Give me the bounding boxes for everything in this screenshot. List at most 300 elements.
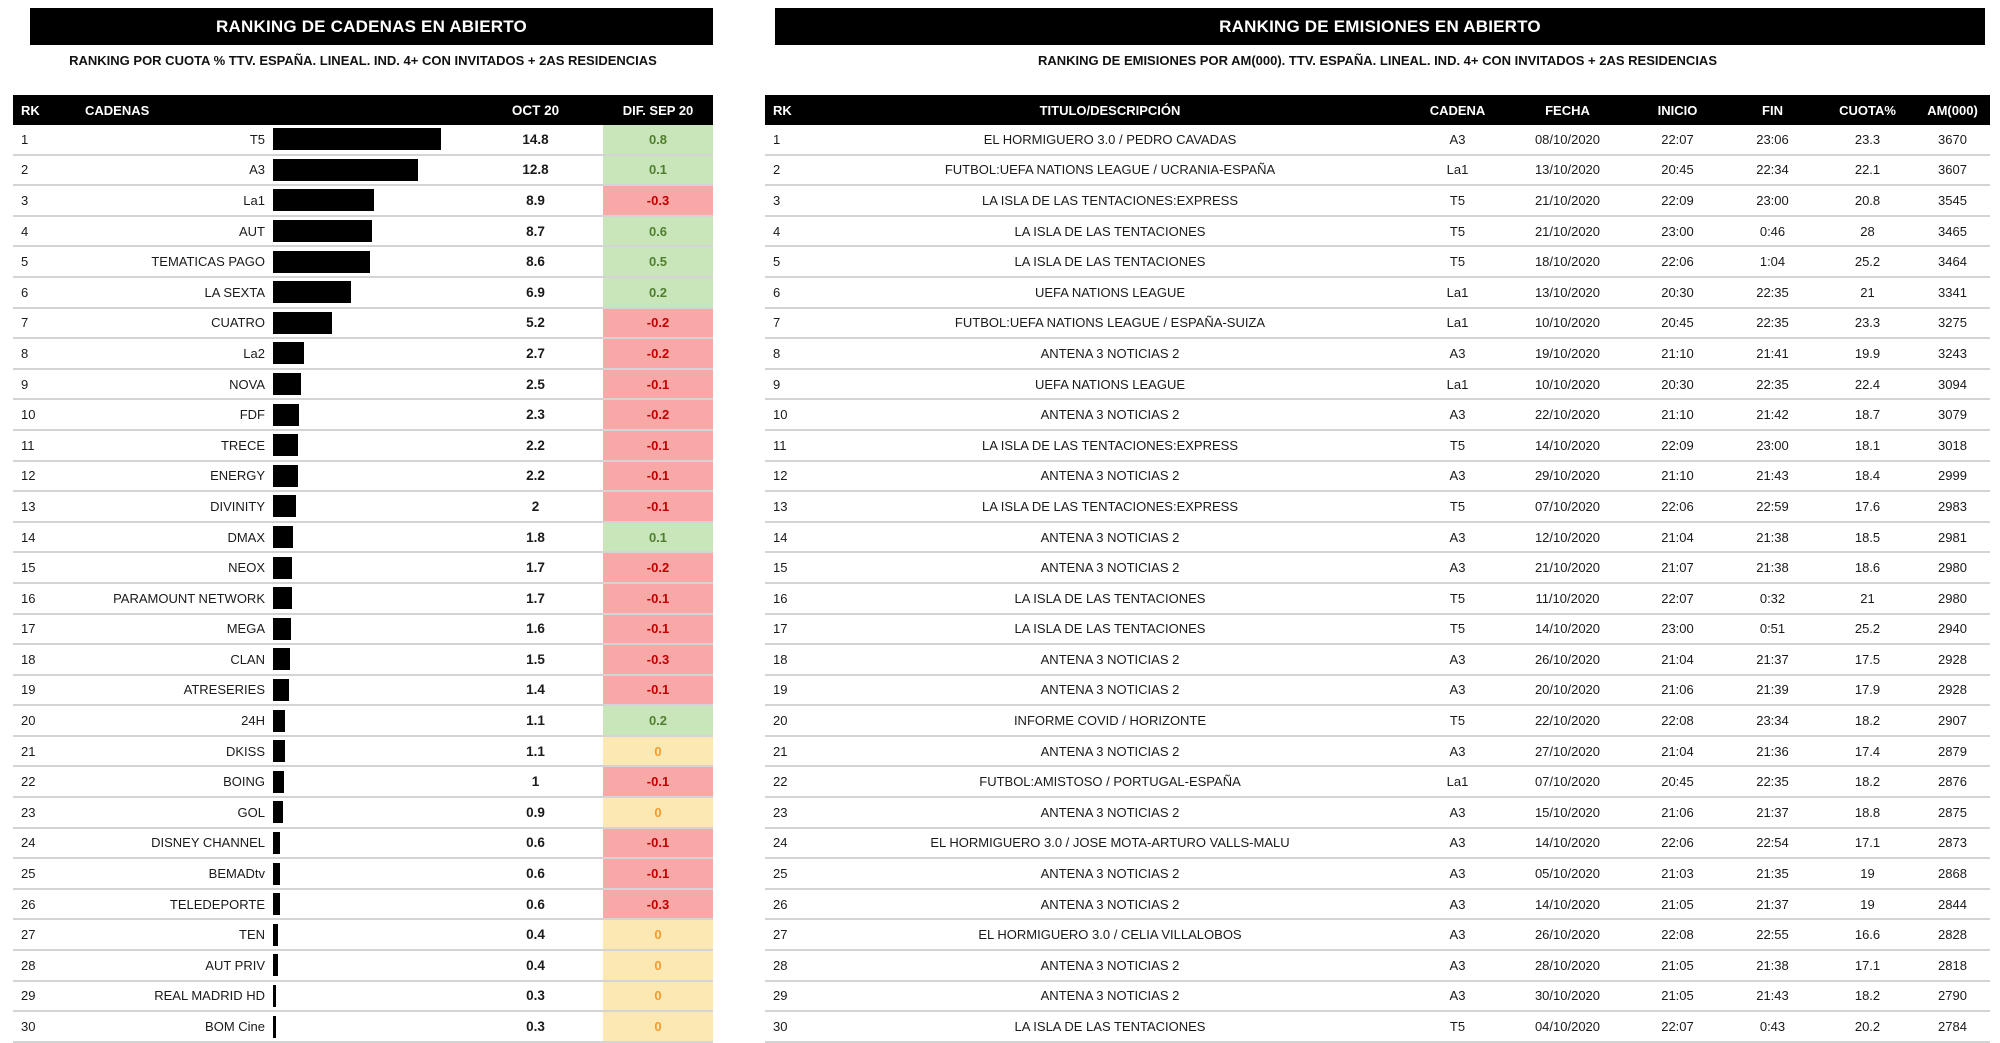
share-bar xyxy=(273,954,468,976)
rank-cell: 25 xyxy=(21,866,36,882)
table-row xyxy=(13,398,713,429)
date-cell: 28/10/2020 xyxy=(1534,957,1601,973)
channel-name-cell: NEOX xyxy=(228,560,265,576)
share-cell: 17.1 xyxy=(1854,957,1881,973)
audience-cell: 3670 xyxy=(1938,131,1967,147)
cadenas-panel-subtitle: RANKING POR CUOTA % TTV. ESPAÑA. LINEAL. IND. 4+ CON INVITADOS + 2AS RESIDENCIAS xyxy=(69,53,657,68)
share-bar xyxy=(273,710,468,732)
audience-cell: 2980 xyxy=(1938,590,1967,606)
channel-name-cell: BOM Cine xyxy=(205,1019,265,1035)
diff-cell: -0.1 xyxy=(603,767,713,796)
share-bar xyxy=(273,801,468,823)
share-cell: 22.1 xyxy=(1854,162,1881,178)
rank-cell: 15 xyxy=(773,560,788,576)
channel-cell: A3 xyxy=(1449,957,1466,973)
channel-cell: La1 xyxy=(1446,162,1469,178)
diff-cell: -0.3 xyxy=(603,890,713,919)
share-cell: 21 xyxy=(1860,590,1875,606)
channel-cell: T5 xyxy=(1449,254,1466,270)
share-bar-fill xyxy=(273,404,299,426)
rank-cell: 9 xyxy=(21,376,29,392)
end-cell: 22:34 xyxy=(1756,162,1789,178)
share-bar xyxy=(273,648,468,670)
rank-cell: 14 xyxy=(773,529,788,545)
audience-cell: 3079 xyxy=(1938,407,1967,423)
rank-cell: 8 xyxy=(773,345,781,361)
audience-cell: 2928 xyxy=(1938,651,1967,667)
title-cell: ANTENA 3 NOTICIAS 2 xyxy=(1040,651,1180,667)
table-row xyxy=(13,643,713,674)
share-bar xyxy=(273,251,468,273)
share-value-cell: 8.7 xyxy=(526,223,545,239)
end-cell: 21:39 xyxy=(1756,682,1789,698)
title-cell: ANTENA 3 NOTICIAS 2 xyxy=(1040,407,1180,423)
date-cell: 21/10/2020 xyxy=(1534,560,1601,576)
rank-cell: 12 xyxy=(21,468,36,484)
rank-cell: 6 xyxy=(773,284,781,300)
diff-cell: -0.1 xyxy=(603,615,713,644)
start-cell: 21:05 xyxy=(1661,988,1694,1004)
date-cell: 22/10/2020 xyxy=(1534,407,1601,423)
diff-cell: 0.1 xyxy=(603,156,713,185)
rank-cell: 23 xyxy=(21,804,36,820)
rank-cell: 19 xyxy=(21,682,36,698)
share-bar-fill xyxy=(273,771,284,793)
rank-cell: 3 xyxy=(21,192,29,208)
share-bar-fill xyxy=(273,863,280,885)
share-bar-fill xyxy=(273,740,285,762)
share-value-cell: 0.6 xyxy=(526,896,545,912)
end-cell: 23:06 xyxy=(1756,131,1789,147)
share-bar-fill xyxy=(273,189,374,211)
share-bar xyxy=(273,281,468,303)
share-bar-fill xyxy=(273,648,290,670)
channel-name-cell: NOVA xyxy=(229,376,265,392)
share-bar xyxy=(273,342,468,364)
channel-cell: La1 xyxy=(1446,284,1469,300)
title-cell: EL HORMIGUERO 3.0 / PEDRO CAVADAS xyxy=(983,131,1237,147)
date-cell: 21/10/2020 xyxy=(1534,223,1601,239)
channel-cell: A3 xyxy=(1449,896,1466,912)
table-row xyxy=(765,125,1990,154)
start-cell: 21:04 xyxy=(1661,743,1694,759)
audience-cell: 2790 xyxy=(1938,988,1967,1004)
title-cell: ANTENA 3 NOTICIAS 2 xyxy=(1040,468,1180,484)
share-value-cell: 1.7 xyxy=(526,590,545,606)
share-cell: 25.2 xyxy=(1854,254,1881,270)
date-cell: 04/10/2020 xyxy=(1534,1019,1601,1035)
column-header-rk: RK xyxy=(773,102,792,118)
share-bar-fill xyxy=(273,312,332,334)
end-cell: 22:35 xyxy=(1756,376,1789,392)
share-value-cell: 1 xyxy=(531,774,540,790)
rank-cell: 15 xyxy=(21,560,36,576)
table-row xyxy=(13,368,713,399)
end-cell: 21:42 xyxy=(1756,407,1789,423)
date-cell: 05/10/2020 xyxy=(1534,866,1601,882)
diff-cell: 0.5 xyxy=(603,247,713,276)
share-bar-fill xyxy=(273,128,441,150)
title-cell: ANTENA 3 NOTICIAS 2 xyxy=(1040,866,1180,882)
table-row xyxy=(13,125,713,154)
rank-cell: 17 xyxy=(21,621,36,637)
diff-cell: -0.1 xyxy=(603,462,713,491)
share-bar-fill xyxy=(273,679,289,701)
title-cell: FUTBOL:UEFA NATIONS LEAGUE / UCRANIA-ESPAÑA xyxy=(944,162,1276,178)
table-row xyxy=(13,521,713,552)
table-row xyxy=(13,1010,713,1041)
share-bar xyxy=(273,587,468,609)
share-value-cell: 0.9 xyxy=(526,804,545,820)
rank-cell: 5 xyxy=(773,254,781,270)
title-cell: LA ISLA DE LAS TENTACIONES xyxy=(1014,223,1206,239)
audience-cell: 2940 xyxy=(1938,621,1967,637)
rank-cell: 24 xyxy=(21,835,36,851)
title-cell: UEFA NATIONS LEAGUE xyxy=(1034,284,1186,300)
end-cell: 0:43 xyxy=(1759,1019,1786,1035)
rank-cell: 6 xyxy=(21,284,29,300)
audience-cell: 3607 xyxy=(1938,162,1967,178)
start-cell: 21:04 xyxy=(1661,651,1694,667)
share-cell: 17.4 xyxy=(1854,743,1881,759)
channel-cell: A3 xyxy=(1449,560,1466,576)
title-cell: ANTENA 3 NOTICIAS 2 xyxy=(1040,345,1180,361)
start-cell: 23:00 xyxy=(1661,621,1694,637)
emisiones-panel-subtitle: RANKING DE EMISIONES POR AM(000). TTV. ESPAÑA. LINEAL. IND. 4+ CON INVITADOS + 2AS RESIDENCIAS xyxy=(1038,53,1717,68)
rank-cell: 13 xyxy=(773,498,788,514)
diff-cell: -0.2 xyxy=(603,339,713,368)
title-cell: LA ISLA DE LAS TENTACIONES:EXPRESS xyxy=(981,498,1238,514)
start-cell: 21:10 xyxy=(1661,468,1694,484)
share-value-cell: 2.2 xyxy=(526,468,545,484)
date-cell: 29/10/2020 xyxy=(1534,468,1601,484)
end-cell: 23:00 xyxy=(1756,192,1789,208)
end-cell: 23:00 xyxy=(1756,437,1789,453)
rank-cell: 30 xyxy=(773,1019,788,1035)
table-row xyxy=(765,307,1990,338)
share-bar-fill xyxy=(273,893,280,915)
date-cell: 20/10/2020 xyxy=(1534,682,1601,698)
title-cell: LA ISLA DE LAS TENTACIONES xyxy=(1014,621,1206,637)
date-cell: 08/10/2020 xyxy=(1534,131,1601,147)
rank-cell: 26 xyxy=(21,896,36,912)
title-cell: FUTBOL:AMISTOSO / PORTUGAL-ESPAÑA xyxy=(979,774,1241,790)
share-value-cell: 6.9 xyxy=(526,284,545,300)
rank-cell: 29 xyxy=(773,988,788,1004)
channel-cell: A3 xyxy=(1449,529,1466,545)
title-cell: ANTENA 3 NOTICIAS 2 xyxy=(1040,682,1180,698)
share-bar xyxy=(273,771,468,793)
table-row xyxy=(765,460,1990,491)
emisiones-ranking-panel xyxy=(765,8,1990,1043)
channel-name-cell: La2 xyxy=(243,345,265,361)
rank-cell: 14 xyxy=(21,529,36,545)
table-row xyxy=(765,276,1990,307)
rank-cell: 2 xyxy=(21,162,29,178)
date-cell: 22/10/2020 xyxy=(1534,713,1601,729)
share-bar xyxy=(273,863,468,885)
rank-cell: 16 xyxy=(773,590,788,606)
share-value-cell: 1.5 xyxy=(526,651,545,667)
start-cell: 22:08 xyxy=(1661,713,1694,729)
channel-name-cell: ENERGY xyxy=(210,468,265,484)
end-cell: 0:51 xyxy=(1759,621,1786,637)
rank-cell: 9 xyxy=(773,376,781,392)
share-value-cell: 0.4 xyxy=(526,927,545,943)
share-bar xyxy=(273,373,468,395)
title-cell: ANTENA 3 NOTICIAS 2 xyxy=(1040,560,1180,576)
diff-cell: -0.1 xyxy=(603,370,713,399)
start-cell: 20:30 xyxy=(1661,284,1694,300)
share-cell: 18.8 xyxy=(1854,804,1881,820)
share-value-cell: 1.1 xyxy=(526,713,545,729)
rank-cell: 11 xyxy=(773,437,787,453)
audience-cell: 2928 xyxy=(1938,682,1967,698)
channel-cell: A3 xyxy=(1449,988,1466,1004)
audience-cell: 2980 xyxy=(1938,560,1967,576)
title-cell: EL HORMIGUERO 3.0 / JOSE MOTA-ARTURO VALLS-MALU xyxy=(930,835,1290,851)
table-row xyxy=(13,551,713,582)
diff-cell: 0 xyxy=(603,951,713,980)
column-header-cadenas: CADENAS xyxy=(85,102,150,118)
start-cell: 22:08 xyxy=(1661,927,1694,943)
table-row xyxy=(13,704,713,735)
channel-name-cell: TRECE xyxy=(220,437,265,453)
share-cell: 20.2 xyxy=(1854,1019,1881,1035)
share-value-cell: 1.4 xyxy=(526,682,545,698)
diff-cell: -0.3 xyxy=(603,645,713,674)
end-cell: 22:35 xyxy=(1756,774,1789,790)
end-cell: 21:38 xyxy=(1756,560,1789,576)
share-cell: 18.6 xyxy=(1854,560,1881,576)
emisiones-panel-title: RANKING DE EMISIONES EN ABIERTO xyxy=(775,8,1985,45)
share-bar xyxy=(273,679,468,701)
audience-cell: 3275 xyxy=(1938,315,1967,331)
column-header-oct20: OCT 20 xyxy=(511,102,560,118)
date-cell: 15/10/2020 xyxy=(1534,804,1601,820)
rank-cell: 25 xyxy=(773,866,788,882)
share-bar-fill xyxy=(273,618,291,640)
share-cell: 16.6 xyxy=(1854,927,1881,943)
start-cell: 21:10 xyxy=(1661,407,1694,423)
title-cell: LA ISLA DE LAS TENTACIONES xyxy=(1014,1019,1206,1035)
rank-cell: 7 xyxy=(773,315,781,331)
table-row xyxy=(13,888,713,919)
rank-cell: 20 xyxy=(773,713,788,729)
audience-cell: 3018 xyxy=(1938,437,1967,453)
channel-cell: La1 xyxy=(1446,376,1469,392)
table-row xyxy=(13,582,713,613)
diff-cell: -0.1 xyxy=(603,829,713,858)
column-header-inicio: INICIO xyxy=(1657,102,1698,118)
end-cell: 21:37 xyxy=(1756,651,1789,667)
share-bar-fill xyxy=(273,557,292,579)
table-row xyxy=(13,460,713,491)
channel-name-cell: DMAX xyxy=(227,529,265,545)
channel-name-cell: DKISS xyxy=(225,743,265,759)
start-cell: 20:30 xyxy=(1661,376,1694,392)
diff-cell: 0.8 xyxy=(603,125,713,154)
table-row xyxy=(765,918,1990,949)
end-cell: 1:04 xyxy=(1759,254,1786,270)
share-cell: 25.2 xyxy=(1854,621,1881,637)
channel-cell: T5 xyxy=(1449,223,1466,239)
audience-cell: 2784 xyxy=(1938,1019,1967,1035)
share-bar-fill xyxy=(273,251,370,273)
share-cell: 17.1 xyxy=(1854,835,1881,851)
share-bar-fill xyxy=(273,954,278,976)
diff-cell: 0.1 xyxy=(603,523,713,552)
share-cell: 19.9 xyxy=(1854,345,1881,361)
start-cell: 22:07 xyxy=(1661,590,1694,606)
share-value-cell: 0.6 xyxy=(526,866,545,882)
table-row xyxy=(13,337,713,368)
audience-cell: 2875 xyxy=(1938,804,1967,820)
rank-cell: 29 xyxy=(21,988,36,1004)
audience-cell: 2983 xyxy=(1938,498,1967,514)
rank-cell: 17 xyxy=(773,621,788,637)
audience-cell: 3094 xyxy=(1938,376,1967,392)
channel-cell: A3 xyxy=(1449,866,1466,882)
diff-cell: -0.1 xyxy=(603,859,713,888)
share-bar-fill xyxy=(273,342,304,364)
share-value-cell: 2.7 xyxy=(526,345,545,361)
share-value-cell: 1.1 xyxy=(526,743,545,759)
audience-cell: 2818 xyxy=(1938,957,1967,973)
channel-cell: A3 xyxy=(1449,927,1466,943)
rank-cell: 23 xyxy=(773,804,788,820)
share-bar xyxy=(273,526,468,548)
share-bar xyxy=(273,618,468,640)
end-cell: 23:34 xyxy=(1756,713,1789,729)
table-row xyxy=(765,184,1990,215)
diff-cell: -0.2 xyxy=(603,400,713,429)
table-row xyxy=(765,980,1990,1011)
table-row xyxy=(765,949,1990,980)
rank-cell: 5 xyxy=(21,254,29,270)
audience-cell: 2844 xyxy=(1938,896,1967,912)
column-header-titulo: TITULO/DESCRIPCIÓN xyxy=(1039,102,1181,118)
channel-name-cell: FDF xyxy=(239,407,265,423)
diff-cell: 0 xyxy=(603,1012,713,1041)
title-cell: UEFA NATIONS LEAGUE xyxy=(1034,376,1186,392)
rank-cell: 21 xyxy=(773,743,788,759)
diff-cell: 0 xyxy=(603,798,713,827)
share-value-cell: 5.2 xyxy=(526,315,545,331)
diff-cell: -0.1 xyxy=(603,492,713,521)
title-cell: LA ISLA DE LAS TENTACIONES xyxy=(1014,254,1206,270)
start-cell: 20:45 xyxy=(1661,774,1694,790)
column-header-rk: RK xyxy=(21,102,40,118)
date-cell: 10/10/2020 xyxy=(1534,315,1601,331)
title-cell: ANTENA 3 NOTICIAS 2 xyxy=(1040,957,1180,973)
share-cell: 18.2 xyxy=(1854,774,1881,790)
cadenas-ranking-panel xyxy=(13,8,713,1043)
end-cell: 21:38 xyxy=(1756,529,1789,545)
date-cell: 26/10/2020 xyxy=(1534,651,1601,667)
channel-cell: A3 xyxy=(1449,804,1466,820)
rank-cell: 1 xyxy=(773,131,781,147)
channel-cell: T5 xyxy=(1449,621,1466,637)
share-bar xyxy=(273,893,468,915)
share-cell: 17.9 xyxy=(1854,682,1881,698)
table-row xyxy=(765,154,1990,185)
table-row xyxy=(13,276,713,307)
share-bar-fill xyxy=(273,220,372,242)
title-cell: LA ISLA DE LAS TENTACIONES:EXPRESS xyxy=(981,192,1238,208)
end-cell: 21:43 xyxy=(1756,468,1789,484)
share-bar xyxy=(273,1016,468,1038)
audience-cell: 2999 xyxy=(1938,468,1967,484)
table-row xyxy=(13,918,713,949)
channel-cell: T5 xyxy=(1449,437,1466,453)
channel-name-cell: BEMADtv xyxy=(208,866,265,882)
column-header-bar xyxy=(273,99,468,121)
rank-cell: 28 xyxy=(773,957,788,973)
channel-name-cell: AUT xyxy=(239,223,265,239)
share-value-cell: 12.8 xyxy=(522,162,549,178)
date-cell: 10/10/2020 xyxy=(1534,376,1601,392)
diff-cell: -0.1 xyxy=(603,431,713,460)
audience-cell: 2873 xyxy=(1938,835,1967,851)
channel-name-cell: PARAMOUNT NETWORK xyxy=(113,590,265,606)
date-cell: 26/10/2020 xyxy=(1534,927,1601,943)
table-row xyxy=(765,1010,1990,1041)
table-row xyxy=(13,735,713,766)
table-row xyxy=(13,827,713,858)
table-row xyxy=(765,245,1990,276)
end-cell: 22:35 xyxy=(1756,315,1789,331)
start-cell: 22:07 xyxy=(1661,131,1694,147)
share-cell: 28 xyxy=(1860,223,1875,239)
share-cell: 22.4 xyxy=(1854,376,1881,392)
share-bar-fill xyxy=(273,587,292,609)
audience-cell: 3465 xyxy=(1938,223,1967,239)
channel-cell: A3 xyxy=(1449,743,1466,759)
rank-cell: 22 xyxy=(21,774,36,790)
share-bar xyxy=(273,924,468,946)
spacer xyxy=(13,77,713,95)
start-cell: 23:00 xyxy=(1661,223,1694,239)
channel-name-cell: MEGA xyxy=(226,621,265,637)
share-value-cell: 2.2 xyxy=(526,437,545,453)
channel-name-cell: BOING xyxy=(223,774,265,790)
start-cell: 21:05 xyxy=(1661,957,1694,973)
end-cell: 21:37 xyxy=(1756,804,1789,820)
table-row xyxy=(765,857,1990,888)
table-row xyxy=(13,796,713,827)
title-cell: ANTENA 3 NOTICIAS 2 xyxy=(1040,804,1180,820)
audience-cell: 2981 xyxy=(1938,529,1967,545)
share-value-cell: 14.8 xyxy=(522,131,549,147)
channel-cell: T5 xyxy=(1449,590,1466,606)
share-cell: 18.2 xyxy=(1854,988,1881,1004)
channel-cell: A3 xyxy=(1449,651,1466,667)
table-row xyxy=(13,490,713,521)
date-cell: 11/10/2020 xyxy=(1535,590,1600,606)
table-row xyxy=(765,582,1990,613)
channel-cell: T5 xyxy=(1449,192,1466,208)
channel-cell: A3 xyxy=(1449,468,1466,484)
channel-name-cell: GOL xyxy=(237,804,265,820)
start-cell: 22:07 xyxy=(1661,1019,1694,1035)
share-cell: 20.8 xyxy=(1854,192,1881,208)
column-header-fin: FIN xyxy=(1762,102,1783,118)
table-row xyxy=(765,490,1990,521)
channel-name-cell: DIVINITY xyxy=(210,498,265,514)
channel-name-cell: La1 xyxy=(243,192,265,208)
share-bar xyxy=(273,220,468,242)
